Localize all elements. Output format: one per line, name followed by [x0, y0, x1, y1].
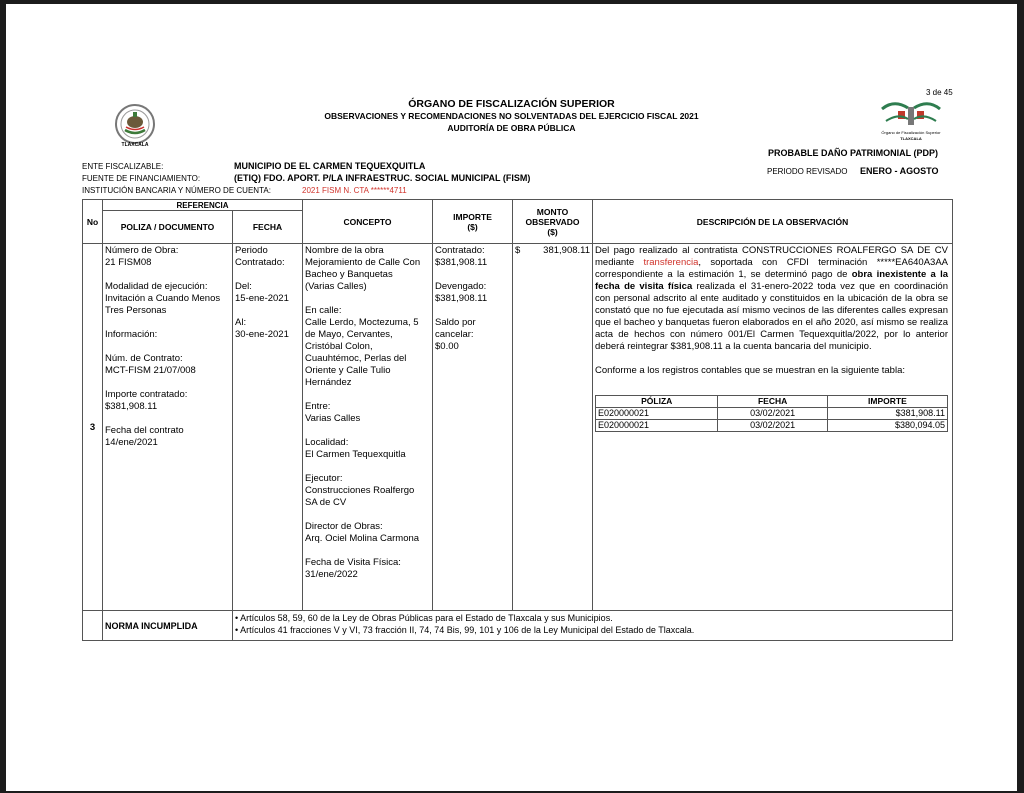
localidad-value: El Carmen Tequexquitla — [305, 449, 406, 460]
desc-part-b: , soportada con CFDI terminación *****EA640A3AA correspondiente a la estimación 1, se determinó pago de — [595, 257, 948, 280]
sub-fecha: 03/02/2021 — [718, 420, 827, 432]
norma-row — [83, 611, 953, 641]
header-monto-unit: ($) — [547, 226, 558, 237]
header-fecha: FECHA — [233, 211, 303, 244]
header-importe-unit: ($) — [467, 221, 478, 232]
obra-value: 21 FISM08 — [105, 257, 152, 268]
periodo-label: PERIODO REVISADO — [767, 167, 848, 176]
calle-line-5: Oriente y Calle Tulio — [305, 365, 391, 376]
modalidad-label: Modalidad de ejecución: — [105, 281, 208, 292]
desc-part-a: Del pago realizado al contratista CONSTRUCCIONES ROALFERGO SA DE CV mediante — [595, 245, 949, 268]
header-referencia: REFERENCIA — [103, 200, 303, 211]
header-descripcion: DESCRIPCIÓN DE LA OBSERVACIÓN — [593, 200, 953, 244]
importe-cell — [433, 244, 513, 611]
entre-value: Varias Calles — [305, 413, 361, 424]
header-no: No — [83, 200, 103, 244]
document-subtitle: OBSERVACIONES Y RECOMENDACIONES NO SOLVENTADAS DEL EJERCICIO FISCAL 2021 — [324, 111, 699, 121]
modalidad-value-1: Invitación a Cuando Menos — [105, 293, 221, 304]
saldo-value: $0.00 — [435, 341, 459, 352]
al-value: 30-ene-2021 — [235, 329, 289, 340]
sub-importe: $380,094.05 — [827, 420, 947, 432]
calle-line-2: de Mayo, Cervantes, — [305, 329, 393, 340]
header-observado-label: OBSERVADO — [525, 216, 580, 227]
sub-row — [596, 420, 948, 432]
ejecutor-label: Ejecutor: — [305, 473, 343, 484]
sub-header-fecha: FECHA — [718, 396, 827, 408]
obra-label: Número de Obra: — [105, 245, 179, 256]
monto-value: 381,908.11 — [543, 245, 591, 256]
visita-label: Fecha de Visita Física: — [305, 557, 401, 568]
calle-line-4: Cuauhtémoc, Perlas del — [305, 353, 407, 364]
modalidad-value-2: Tres Personas — [105, 305, 167, 316]
observation-row — [83, 244, 953, 611]
descripcion-paragraph — [595, 245, 948, 353]
fuente-value: (ETIQ) FDO. APORT. P/LA INFRAESTRUC. SOCIAL MUNICIPAL (FISM) — [234, 173, 531, 183]
calle-label: En calle: — [305, 305, 342, 316]
entre-label: Entre: — [305, 401, 331, 412]
header-importe — [433, 200, 513, 244]
sub-importe: $381,908.11 — [827, 408, 947, 420]
desc-obra-inexistente: obra inexistente a la fecha de visita física — [595, 269, 949, 292]
pdp-label: PROBABLE DAÑO PATRIMONIAL (PDP) — [768, 148, 938, 158]
ejecutor-line-2: SA de CV — [305, 497, 347, 508]
saldo-line-1: Saldo por — [435, 317, 476, 328]
contratado-value: $381,908.11 — [435, 257, 488, 268]
norma-line-1: • Artículos 58, 59, 60 de la Ley de Obras Públicas para el Estado de Tlaxcala y sus Municipios. — [235, 613, 613, 623]
sub-row — [596, 408, 948, 420]
monto-cell — [513, 244, 593, 611]
saldo-line-2: cancelar: — [435, 329, 474, 340]
ente-label: ENTE FISCALIZABLE: — [82, 162, 164, 171]
descripcion-conforme: Conforme a los registros contables que se muestran en la siguiente tabla: — [595, 365, 905, 376]
header-monto-label: MONTO — [536, 206, 569, 217]
header-importe-label: IMPORTE — [453, 211, 492, 222]
sub-fecha: 03/02/2021 — [718, 408, 827, 420]
right-logo-caption-2: TLAXCALA — [900, 136, 922, 141]
sub-header-poliza: PÓLIZA — [596, 396, 718, 408]
nombre-line-4: (Varias Calles) — [305, 281, 367, 292]
contratado-label: Contratado: — [435, 245, 485, 256]
del-label: Del: — [235, 281, 252, 292]
del-value: 15-ene-2021 — [235, 293, 289, 304]
norma-line-2: • Artículos 41 fracciones V y VI, 73 fracción II, 74, 74 Bis, 99, 101 y 106 de la Ley Municipal del Estado de Tlaxcala. — [235, 625, 695, 635]
right-logo-caption: Órgano de Fiscalización Superior — [881, 130, 941, 135]
al-label: Al: — [235, 317, 247, 328]
header-concepto: CONCEPTO — [303, 200, 433, 244]
calle-line-3: Cristóbal Colon, — [305, 341, 373, 352]
periodo-line-2: Contratado: — [235, 257, 285, 268]
director-value: Arq. Ociel Molina Carmona — [305, 533, 420, 544]
norma-label: NORMA INCUMPLIDA — [103, 611, 233, 641]
header-monto — [513, 200, 593, 244]
ente-value: MUNICIPIO DE EL CARMEN TEQUEXQUITLA — [234, 161, 426, 171]
page-number: 3 de 45 — [926, 88, 953, 97]
desc-part-c: realizada el 31-enero-2022 toda vez que en coordinación con personal adscrito al ente auditado y constituidos en la ubicación de la obra se constató que no fue ejecutada así mismo vecinos de las diferentes calles expresan que el bacheo y banquetas fueron elaborados en el año 2020, así mismo se realiza acta de hechos con número 001/El Carmen Tequexquitla/2022, por lo anterior deberá reintegrar $381,908.11 a la cuenta bancaria del municipio. — [595, 281, 949, 352]
norma-text — [233, 611, 953, 641]
desc-transferencia: transferencia — [643, 257, 699, 268]
nombre-line-1: Nombre de la obra — [305, 245, 384, 256]
nombre-line-2: Mejoramiento de Calle Con — [305, 257, 421, 268]
director-label: Director de Obras: — [305, 521, 383, 532]
calle-line-6: Hernández — [305, 377, 352, 388]
registros-contables-table — [595, 395, 948, 432]
row-number: 3 — [83, 244, 103, 611]
document-title: ÓRGANO DE FISCALIZACIÓN SUPERIOR — [408, 98, 615, 110]
sub-poliza: E020000021 — [596, 420, 718, 432]
monto-currency: $ — [515, 245, 521, 256]
devengado-value: $381,908.11 — [435, 293, 488, 304]
header-poliza: POLIZA / DOCUMENTO — [103, 211, 233, 244]
devengado-label: Devengado: — [435, 281, 487, 292]
fecha-contrato-label: Fecha del contrato — [105, 425, 184, 436]
document-section: AUDITORÍA DE OBRA PÚBLICA — [447, 123, 576, 133]
visita-value: 31/ene/2022 — [305, 569, 358, 580]
periodo-line-1: Periodo — [235, 245, 268, 256]
informacion-label: Información: — [105, 329, 158, 340]
banco-value: 2021 FISM N. CTA ******4711 — [302, 186, 407, 195]
document-page — [6, 4, 1017, 791]
fecha-cell — [233, 244, 303, 611]
concepto-cell — [303, 244, 433, 611]
periodo-value: ENERO - AGOSTO — [860, 166, 939, 176]
calle-line-1: Calle Lerdo, Moctezuma, 5 — [305, 317, 419, 328]
nombre-line-3: Bacheo y Banquetas — [305, 269, 393, 280]
descripcion-cell — [593, 244, 953, 611]
localidad-label: Localidad: — [305, 437, 349, 448]
contrato-value: MCT-FISM 21/07/008 — [105, 365, 196, 376]
observations-table — [82, 199, 953, 641]
banco-label: INSTITUCIÓN BANCARIA Y NÚMERO DE CUENTA: — [82, 186, 271, 195]
importe-contratado-label: Importe contratado: — [105, 389, 188, 400]
ofs-logo — [878, 99, 944, 143]
fuente-label: FUENTE DE FINANCIAMIENTO: — [82, 174, 201, 183]
left-logo-caption: TLAXCALA — [121, 142, 149, 148]
poliza-cell — [103, 244, 233, 611]
importe-contratado-value: $381,908.11 — [105, 401, 158, 412]
fecha-contrato-value: 14/ene/2021 — [105, 437, 158, 448]
sub-poliza: E020000021 — [596, 408, 718, 420]
ejecutor-line-1: Construcciones Roalfergo — [305, 485, 415, 496]
sub-header-importe: IMPORTE — [827, 396, 947, 408]
contrato-label: Núm. de Contrato: — [105, 353, 183, 364]
